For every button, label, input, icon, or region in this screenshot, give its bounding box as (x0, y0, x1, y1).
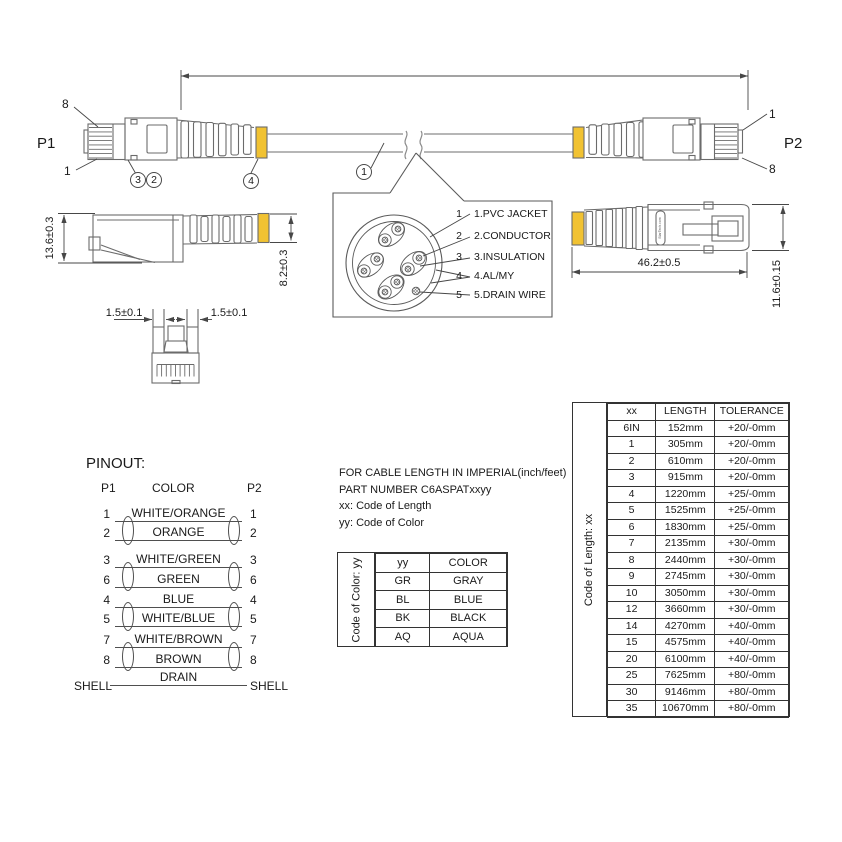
pinout-p1-header: P1 (101, 481, 116, 495)
callout-label: 2.CONDUCTOR (474, 230, 551, 242)
table-row (376, 628, 507, 647)
callout-label: 1.PVC JACKET (474, 208, 548, 220)
table-cell: 3660mm (656, 602, 715, 619)
table-row (608, 503, 789, 520)
cross-section-callout (452, 289, 546, 302)
pinout-wire (115, 611, 242, 627)
length-table-side-label: Code of Length: xx (573, 403, 607, 716)
dim-tab-right: 1.5±0.1 (210, 307, 248, 319)
pinout-title: PINOUT: (86, 455, 146, 472)
callout-num: 5 (456, 289, 462, 301)
brand-label: StarTech.com (658, 217, 662, 239)
pair-ellipse (122, 562, 134, 591)
pinout-wire (115, 506, 242, 522)
table-cell: +25/-0mm (715, 503, 789, 520)
length-code-grid (607, 403, 789, 718)
wire-color-label: WHITE/BLUE (141, 611, 216, 625)
p2-pin1-label: 1 (769, 107, 776, 121)
table-header-row (608, 404, 789, 421)
callout-label: 5.DRAIN WIRE (474, 289, 546, 301)
callout-num: 1 (456, 208, 462, 220)
table-cell: BL (376, 591, 430, 610)
table-row (608, 486, 789, 503)
table-row (608, 651, 789, 668)
pinout-pin-number: 5 (250, 612, 257, 626)
table-cell: +80/-0mm (715, 684, 789, 701)
pinout-diagram (60, 450, 310, 720)
table-row (608, 569, 789, 586)
table-cell: 12 (608, 602, 656, 619)
wire-color-label: WHITE/BROWN (134, 632, 223, 646)
table-cell: 9 (608, 569, 656, 586)
p2-label: P2 (784, 135, 803, 152)
table-cell: 2135mm (656, 536, 715, 553)
color-code-grid (375, 553, 507, 647)
table-cell: 7 (608, 536, 656, 553)
dim-connector-length: 46.2±0.5 (637, 257, 681, 269)
pinout-pin-number: 6 (250, 573, 257, 587)
table-row (376, 572, 507, 591)
table-row (608, 635, 789, 652)
table-row (376, 591, 507, 610)
pinout-pin-number: 3 (250, 553, 257, 567)
wire-color-label: DRAIN (159, 670, 198, 684)
table-row (608, 602, 789, 619)
dim-tab-left: 1.5±0.1 (105, 307, 143, 319)
table-cell: 1525mm (656, 503, 715, 520)
table-cell: 9146mm (656, 684, 715, 701)
dim-connector-height: 13.6±0.3 (44, 216, 56, 260)
pinout-pin-number: 8 (103, 653, 110, 667)
table-cell: 2745mm (656, 569, 715, 586)
table-cell: +40/-0mm (715, 635, 789, 652)
yellow-band-p1 (256, 127, 267, 158)
table-cell: 5 (608, 503, 656, 520)
table-cell: +20/-0mm (715, 470, 789, 487)
part-number-notes (339, 465, 566, 531)
pair-ellipse (122, 602, 134, 631)
pair-ellipse (228, 562, 240, 591)
pinout-pin-number: 2 (250, 526, 257, 540)
pinout-pin-number: 4 (103, 593, 110, 607)
table-row (608, 536, 789, 553)
callout-2-badge: 2 (146, 172, 162, 188)
table-cell: +80/-0mm (715, 701, 789, 718)
front-view-drawing (114, 309, 212, 384)
table-cell: 2440mm (656, 552, 715, 569)
note-line: xx: Code of Length (339, 500, 432, 513)
pinout-pin-number: 1 (103, 507, 110, 521)
yellow-band-side (258, 214, 269, 243)
cross-section-callout (452, 230, 551, 243)
note-line: yy: Code of Color (339, 516, 424, 529)
pinout-pin-number: 5 (103, 612, 110, 626)
table-cell: +40/-0mm (715, 651, 789, 668)
pinout-pin-number: 3 (103, 553, 110, 567)
pinout-wire (115, 592, 242, 608)
pinout-pin-number: 8 (250, 653, 257, 667)
table-cell: GRAY (430, 572, 507, 591)
color-code-table (337, 552, 508, 647)
pinout-wire (115, 525, 242, 541)
table-cell: 3050mm (656, 585, 715, 602)
table-cell: 10670mm (656, 701, 715, 718)
note-line: FOR CABLE LENGTH IN IMPERIAL(inch/feet) (339, 467, 567, 479)
table-cell: +30/-0mm (715, 585, 789, 602)
callout-num: 3 (456, 251, 462, 263)
top-view-drawing (572, 202, 789, 278)
table-row (608, 470, 789, 487)
table-cell: +25/-0mm (715, 486, 789, 503)
p1-pin8-label: 8 (62, 97, 69, 111)
wire-color-label: WHITE/GREEN (136, 552, 221, 566)
pinout-pin-number: 7 (250, 633, 257, 647)
pinout-pin-number: 6 (103, 573, 110, 587)
table-cell: +30/-0mm (715, 602, 789, 619)
table-cell: BLUE (430, 591, 507, 610)
yellow-band-top (572, 212, 584, 245)
table-cell: 915mm (656, 470, 715, 487)
cross-section-callout (452, 251, 545, 264)
table-cell: 35 (608, 701, 656, 718)
table-cell: BLACK (430, 609, 507, 628)
callout-label: 4.AL/MY (474, 270, 515, 282)
table-cell: 20 (608, 651, 656, 668)
pinout-wire (115, 572, 242, 588)
wire-color-label: WHITE/ORANGE (131, 506, 226, 520)
callout-1-badge: 1 (356, 164, 372, 180)
wire-color-label: ORANGE (152, 525, 205, 539)
table-cell: +80/-0mm (715, 668, 789, 685)
dim-boot-height: 8.2±0.3 (278, 249, 290, 287)
table-row (608, 684, 789, 701)
yellow-band-p2 (573, 127, 584, 158)
table-cell: 1220mm (656, 486, 715, 503)
table-row (608, 437, 789, 454)
pair-ellipse (228, 602, 240, 631)
cross-section-callout (452, 270, 514, 283)
table-cell: +30/-0mm (715, 536, 789, 553)
table-cell: +20/-0mm (715, 437, 789, 454)
column-header: TOLERANCE (715, 404, 789, 421)
pinout-wire (115, 632, 242, 648)
pair-ellipse (228, 516, 240, 545)
table-cell: 4 (608, 486, 656, 503)
table-cell: 6IN (608, 420, 656, 437)
pinout-drain-wire (110, 670, 247, 686)
column-header: xx (608, 404, 656, 421)
table-cell: 3 (608, 470, 656, 487)
table-cell: +20/-0mm (715, 420, 789, 437)
pinout-wire (115, 652, 242, 668)
pinout-pin-number: 4 (250, 593, 257, 607)
pinout-pin-number: 1 (250, 507, 257, 521)
dim-connector-width: 11.6±0.15 (771, 259, 783, 309)
column-header: yy (376, 554, 430, 573)
table-cell: 7625mm (656, 668, 715, 685)
table-row (608, 552, 789, 569)
table-cell: AQ (376, 628, 430, 647)
p1-pin1-label: 1 (64, 164, 71, 178)
p2-pin8-label: 8 (769, 162, 776, 176)
table-cell: 10 (608, 585, 656, 602)
table-cell: 305mm (656, 437, 715, 454)
table-row (608, 668, 789, 685)
table-cell: +40/-0mm (715, 618, 789, 635)
table-cell: GR (376, 572, 430, 591)
pinout-pin-number: 7 (103, 633, 110, 647)
shell-label-left: SHELL (73, 679, 112, 693)
table-cell: 15 (608, 635, 656, 652)
note-line: PART NUMBER C6ASPATxxyy (339, 483, 492, 496)
table-row (608, 453, 789, 470)
length-code-table (572, 402, 790, 717)
table-cell: +20/-0mm (715, 453, 789, 470)
table-cell: +30/-0mm (715, 569, 789, 586)
table-cell: 25 (608, 668, 656, 685)
table-cell: AQUA (430, 628, 507, 647)
pair-ellipse (228, 642, 240, 671)
side-view-drawing (58, 214, 297, 264)
table-cell: BK (376, 609, 430, 628)
table-header-row (376, 554, 507, 573)
table-cell: 610mm (656, 453, 715, 470)
table-cell: 1830mm (656, 519, 715, 536)
color-table-side-label: Code of Color: yy (338, 553, 375, 646)
table-row (376, 609, 507, 628)
table-row (608, 701, 789, 718)
p1-label: P1 (37, 135, 56, 152)
table-row (608, 585, 789, 602)
table-cell: 4575mm (656, 635, 715, 652)
table-cell: 2 (608, 453, 656, 470)
wire-color-label: BLUE (162, 592, 195, 606)
table-cell: 30 (608, 684, 656, 701)
pinout-color-header: COLOR (152, 481, 195, 495)
table-cell: 1 (608, 437, 656, 454)
table-row (608, 519, 789, 536)
table-row (608, 420, 789, 437)
pinout-p2-header: P2 (247, 481, 262, 495)
table-cell: 6 (608, 519, 656, 536)
callout-num: 4 (456, 270, 462, 282)
callout-3-badge: 3 (130, 172, 146, 188)
cross-section-callout (452, 208, 548, 221)
column-header: COLOR (430, 554, 507, 573)
table-row (608, 618, 789, 635)
wire-color-label: BROWN (155, 652, 202, 666)
table-cell: +25/-0mm (715, 519, 789, 536)
pair-ellipse (122, 516, 134, 545)
table-cell: 152mm (656, 420, 715, 437)
table-cell: 4270mm (656, 618, 715, 635)
pair-ellipse (122, 642, 134, 671)
callout-label: 3.INSULATION (474, 251, 545, 263)
wire-color-label: GREEN (157, 572, 200, 586)
table-cell: 6100mm (656, 651, 715, 668)
pinout-wire (115, 552, 242, 568)
cable-assembly-drawing (74, 70, 767, 174)
callout-num: 2 (456, 230, 462, 242)
table-cell: 8 (608, 552, 656, 569)
table-cell: +30/-0mm (715, 552, 789, 569)
callout-4-badge: 4 (243, 173, 259, 189)
shell-label-right: SHELL (250, 679, 289, 693)
pinout-pin-number: 2 (103, 526, 110, 540)
table-cell: 14 (608, 618, 656, 635)
column-header: LENGTH (656, 404, 715, 421)
